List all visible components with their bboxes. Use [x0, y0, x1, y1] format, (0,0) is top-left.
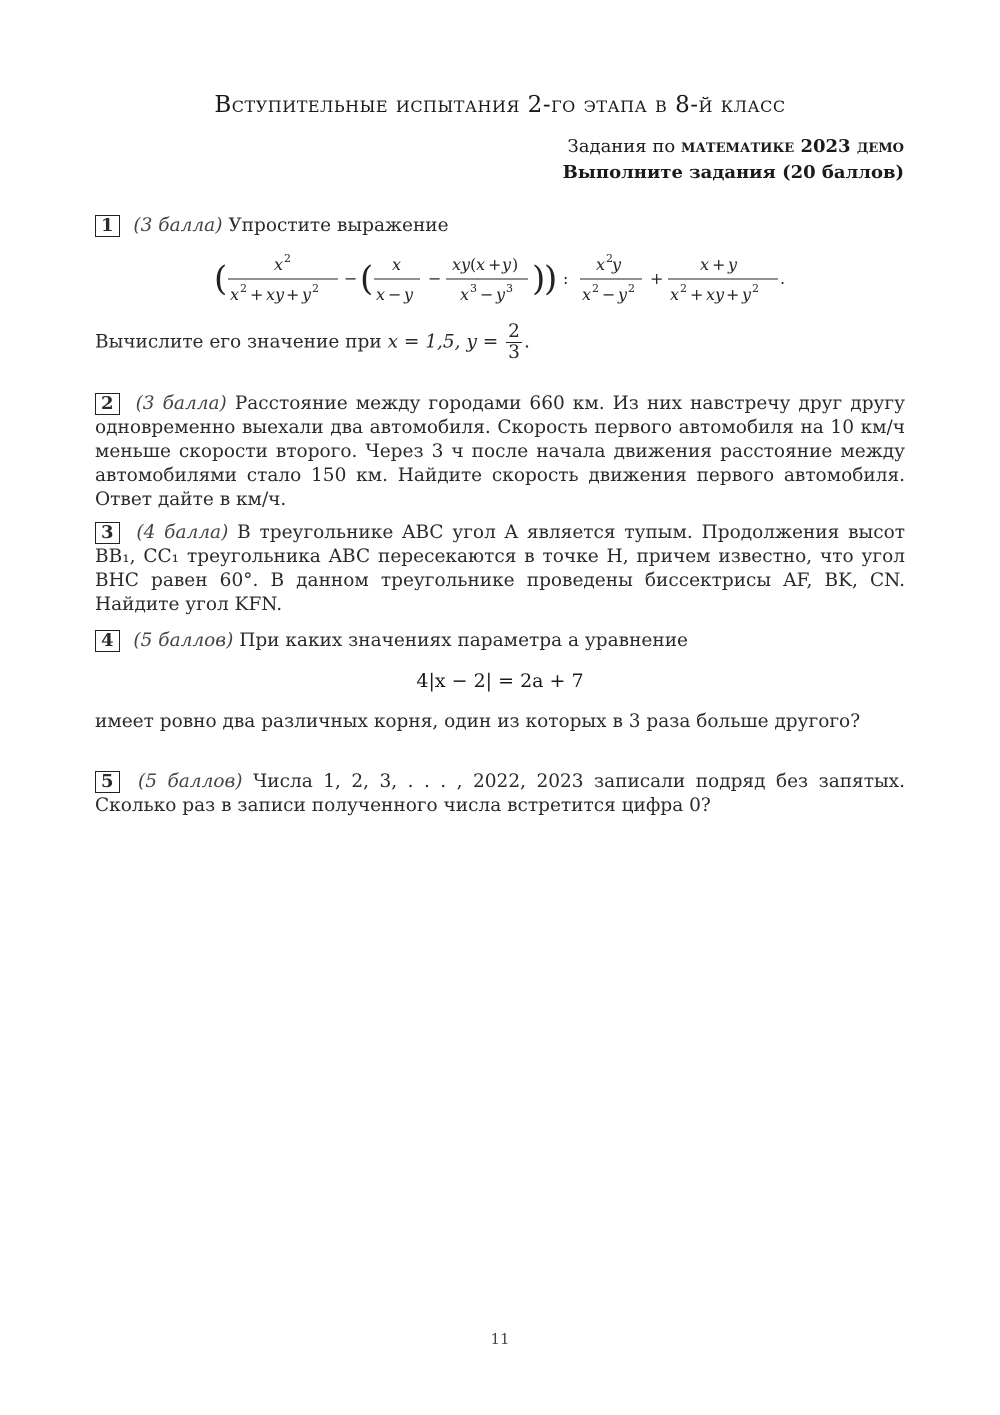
svg-text:y: y	[302, 285, 312, 304]
svg-text:x: x	[230, 285, 240, 304]
problem-values: x = 1,5, y =	[387, 331, 499, 353]
svg-text:+: +	[488, 255, 502, 274]
problem-2	[95, 392, 905, 512]
problem-number: 1	[95, 215, 120, 237]
svg-text:y: y	[618, 285, 628, 304]
svg-text:y: y	[612, 255, 622, 274]
svg-text:2: 2	[312, 282, 319, 295]
svg-text:+: +	[690, 285, 704, 304]
svg-text:3: 3	[506, 282, 513, 295]
svg-text:+: +	[712, 255, 726, 274]
problem-4-after: имеет ровно два различных корня, один из которых в 3 раза больше другого?	[95, 711, 861, 732]
svg-text:y: y	[496, 285, 506, 304]
svg-text:x: x	[582, 285, 592, 304]
problem-intro: Упростите выражение	[228, 215, 449, 236]
subtitle-line-2: Выполните задания (20 баллов)	[562, 162, 904, 183]
problem-points: (3 балла)	[135, 393, 227, 414]
svg-text:x: x	[596, 255, 606, 274]
fraction-denominator: 3	[508, 342, 520, 363]
svg-text::: :	[563, 269, 569, 288]
page-number: 11	[490, 1330, 510, 1348]
svg-text:y: y	[404, 285, 414, 304]
expression-formula	[0, 250, 1000, 310]
svg-text:2: 2	[240, 282, 247, 295]
problem-text: Расстояние между городами 660 км. Из них навстречу друг другу одновременно выехали два автомобиля. Скорость первого автомобиля на 10 км/ч меньше скорости второго. Через 3 ч после начала движения расстояние между автомобилями стало 150 км. Найдите скорость движения первого автомобиля. Ответ дайте в км/ч.	[95, 393, 905, 510]
svg-text:2: 2	[628, 282, 635, 295]
problem-points: (4 балла)	[136, 522, 229, 543]
svg-text:2: 2	[592, 282, 599, 295]
problem-5	[95, 770, 905, 818]
problem-points: (3 балла)	[133, 215, 223, 236]
svg-text:+: +	[650, 269, 664, 288]
svg-text:xy: xy	[452, 255, 471, 274]
subtitle-prefix: Задания по	[567, 136, 676, 157]
svg-text:+: +	[250, 285, 264, 304]
svg-text:x: x	[392, 255, 402, 274]
svg-text:xy: xy	[266, 285, 285, 304]
svg-text:(: (	[470, 255, 477, 274]
subtitle-block	[563, 134, 904, 186]
svg-text:): )	[532, 259, 546, 299]
svg-text:y: y	[728, 255, 738, 274]
problem-1	[95, 214, 905, 238]
problem-number: 5	[95, 771, 120, 793]
svg-text:x: x	[376, 285, 386, 304]
svg-text:(: (	[360, 259, 374, 299]
svg-text:x: x	[476, 255, 486, 274]
problem-after: Вычислите его значение при	[95, 331, 382, 353]
svg-text:y: y	[742, 285, 752, 304]
problem-points: (5 баллов)	[138, 771, 243, 792]
problem-intro: При каких значениях параметра a уравнение	[239, 630, 688, 651]
svg-text:x: x	[670, 285, 680, 304]
svg-text:): )	[544, 259, 558, 299]
svg-text:3: 3	[470, 282, 477, 295]
svg-text:2: 2	[284, 252, 291, 265]
svg-text:2: 2	[752, 282, 759, 295]
svg-text:−: −	[480, 285, 494, 304]
problem-3	[95, 521, 905, 617]
problem-text: Числа 1, 2, 3, . . . , 2022, 2023 записали подряд без запятых. Сколько раз в записи полученного числа встретится цифра 0?	[95, 771, 905, 816]
problem-number: 4	[95, 630, 120, 652]
fraction-numerator: 2	[508, 321, 520, 342]
svg-text:x: x	[460, 285, 470, 304]
svg-text:xy: xy	[706, 285, 725, 304]
svg-text:x: x	[274, 255, 284, 274]
svg-text:−: −	[602, 285, 616, 304]
svg-text:2: 2	[680, 282, 687, 295]
problem-1-question: Вычислите его значение при x = 1,5, y = $\frac{2}{3}$ .	[95, 321, 530, 363]
subtitle-subject: математике 2023 демо	[680, 136, 904, 157]
problem-4-equation: 4|x − 2| = 2a + 7	[416, 670, 584, 692]
svg-text:+: +	[286, 285, 300, 304]
problem-1-formula	[0, 250, 1000, 310]
problem-points: (5 баллов)	[133, 630, 234, 651]
subtitle-line-1	[563, 134, 904, 160]
svg-text:−: −	[388, 285, 402, 304]
page-title: Вступительные испытания 2-го этапа в 8-й класс	[214, 92, 786, 118]
problem-4	[95, 629, 905, 653]
svg-text:(: (	[214, 259, 228, 299]
svg-text:.: .	[780, 269, 786, 288]
svg-text:y: y	[502, 255, 512, 274]
svg-text:−: −	[428, 269, 442, 288]
problem-text: В треугольнике ABC угол A является тупым. Продолжения высот BB₁, CC₁ треугольника ABC пересекаются в точке H, причем известно, что угол BHC равен 60°. В данном треугольнике проведены биссектрисы AF, BK, CN. Найдите угол KFN.	[95, 522, 905, 615]
problem-number: 3	[95, 522, 120, 544]
svg-text:x: x	[700, 255, 710, 274]
svg-text:): )	[512, 255, 519, 274]
svg-text:2: 2	[606, 252, 613, 265]
problem-number: 2	[95, 393, 120, 415]
svg-text:−: −	[344, 269, 358, 288]
svg-text:+: +	[726, 285, 740, 304]
value-fraction	[506, 322, 522, 363]
